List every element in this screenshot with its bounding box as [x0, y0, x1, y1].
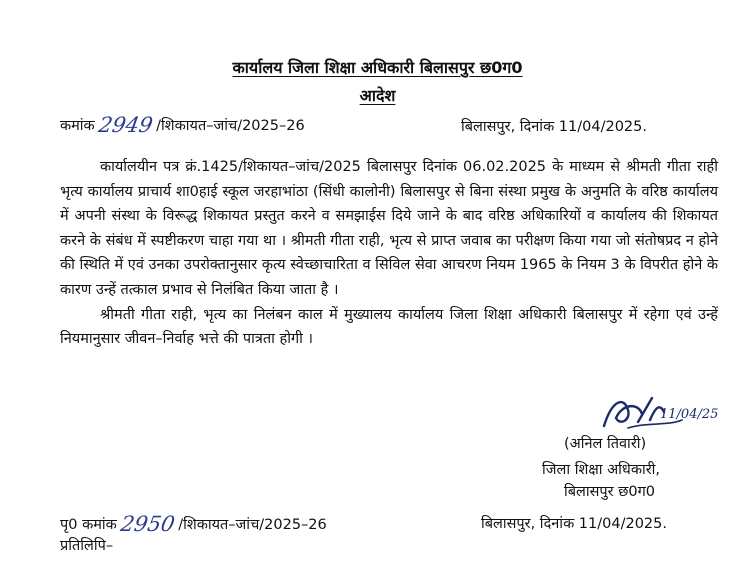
endorsement-reference: /शिकायत–जांच/2025–26 [178, 517, 327, 533]
office-title [0, 58, 755, 78]
order-number-line [60, 113, 305, 136]
order-body [60, 155, 718, 352]
endorsement-number-handwritten: 2950 [118, 512, 177, 536]
order-reference: /शिकायत–जांच/2025–26 [156, 118, 305, 134]
order-number-handwritten: 2949 [96, 113, 155, 137]
order-title-text: आदेश [359, 86, 396, 105]
copy-to-label: प्रतिलिपि– [60, 538, 114, 554]
office-title-text: कार्यालय जिला शिक्षा अधिकारी बिलासपुर छ0ग0 [232, 58, 523, 77]
body-paragraph-2: श्रीमती गीता राही, भृत्य का निलंबन काल में मुख्यालय कार्यालय जिला शिक्षा अधिकारी बिलासपुर में रहेगा एवं उन्हें नियमानुसार जीवन–निर्वाह भत्ते की पात्रता होगी । [60, 306, 718, 348]
order-number-label: कमांक [60, 118, 95, 134]
signatory-designation: जिला शिक्षा अधिकारी, [542, 462, 661, 478]
handwritten-signature [598, 392, 728, 434]
signature-block [540, 392, 740, 512]
order-place-date: बिलासपुर, दिनांक 11/04/2025. [461, 119, 647, 135]
order-title [0, 86, 755, 106]
endorsement-label: पृ0 कमांक [60, 517, 117, 533]
signature-date: 11/04/25 [660, 407, 719, 422]
endorsement-place-date: बिलासपुर, दिनांक 11/04/2025. [481, 516, 667, 532]
signatory-location: बिलासपुर छ0ग0 [564, 484, 655, 500]
body-paragraph-1: कार्यालयीन पत्र क्रं.1425/शिकायत–जांच/2025 बिलासपुर दिनांक 06.02.2025 के माध्यम से श्रीमती गीता राही भृत्य कार्यालय प्राचार्य शा0हाई स्कूल जरहाभांठा (सिंधी कालोनी) बिलासपुर से बिना संस्था प्रमुख के अनुमति के वरिष्ठ कार्यालय में अपनी संस्था के विरूद्ध शिकायत प्रस्तुत करने व समझाईस दिये जाने के बाद वरिष्ठ अधिकारियों व कार्यालय की शिकायत करने के संबंध में स्पष्टीकरण चाहा गया था । श्रीमती गीता राही, भृत्य से प्राप्त जवाब का परीक्षण किया गया जो संतोषप्रद न होने की स्थिति में एवं उनका उपरोक्तानुसार कृत्य स्वेच्छाचारिता व सिविल सेवा आचरण नियम 1965 के नियम 3 के विपरीत होने के कारण उन्हें तत्काल प्रभाव से निलंबित किया जाता है । [60, 159, 718, 298]
signatory-name: (अनिल तिवारी) [564, 436, 647, 452]
endorsement-number-line [60, 512, 327, 535]
